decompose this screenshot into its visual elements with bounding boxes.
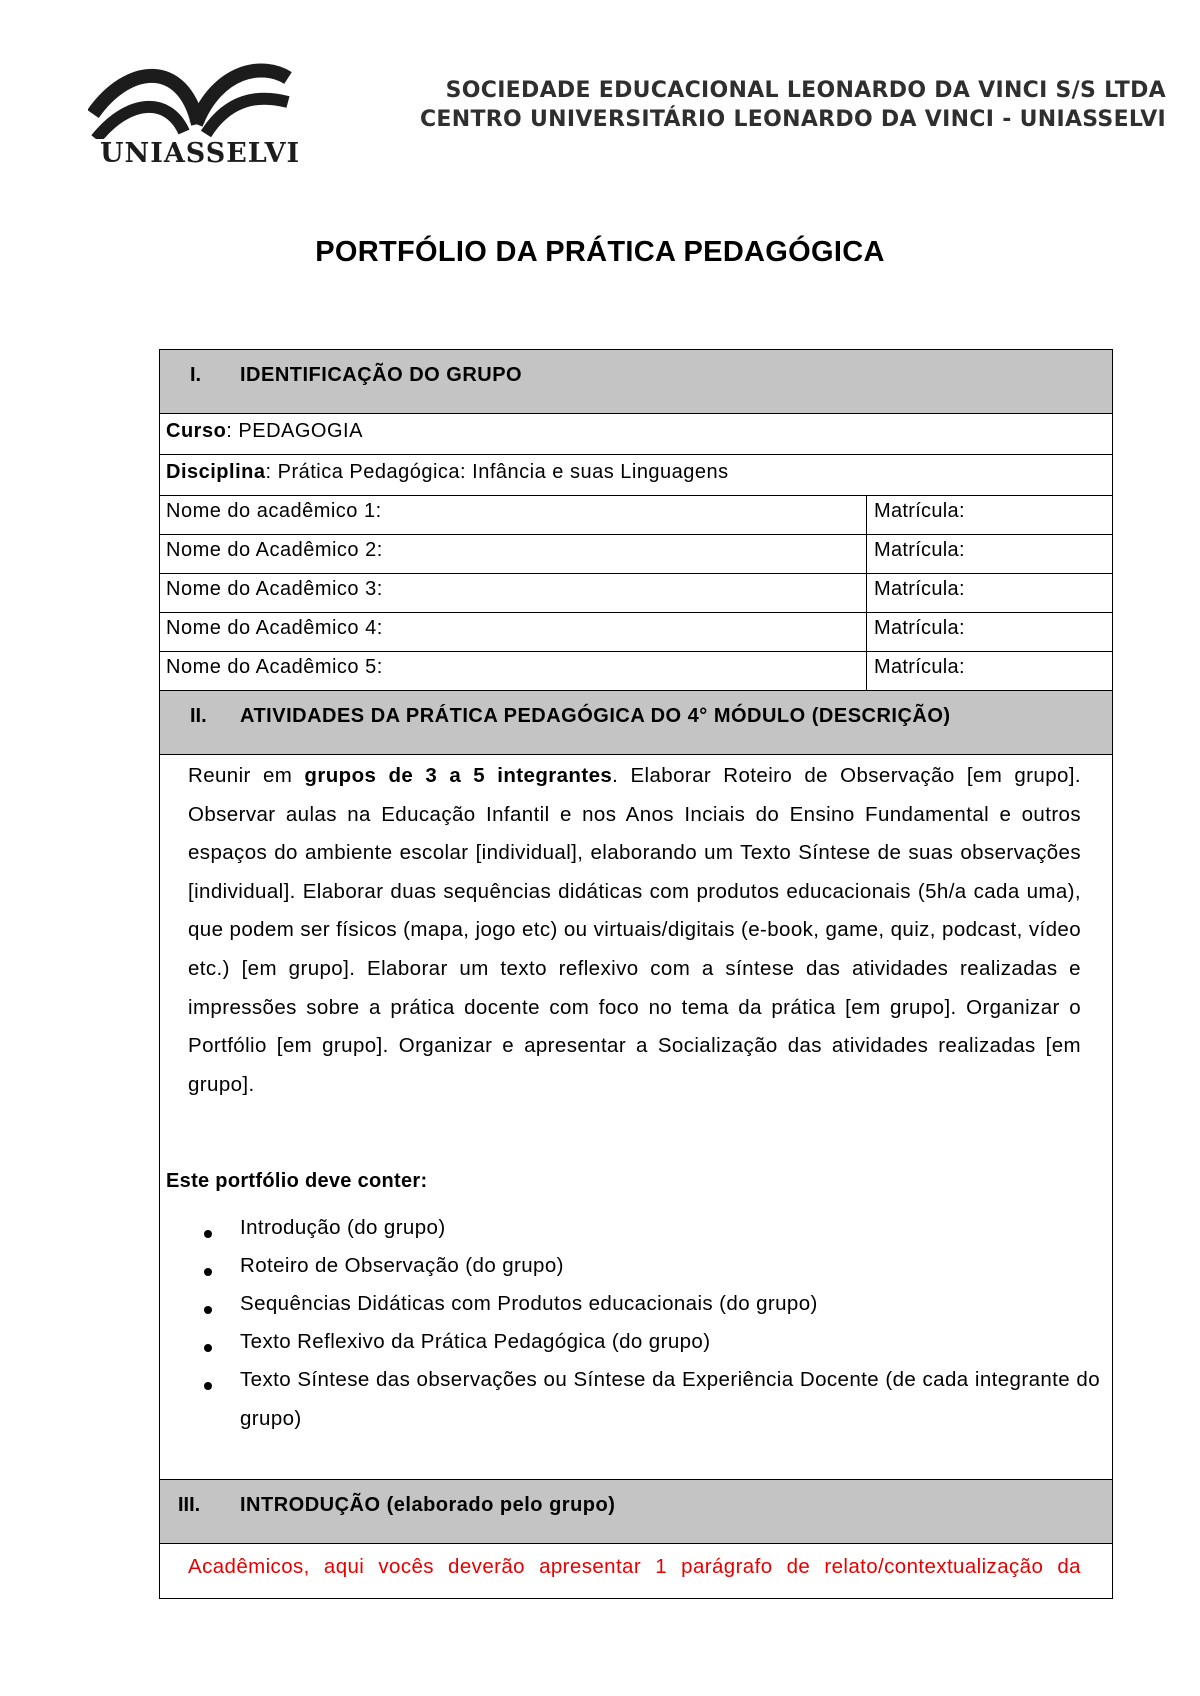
bullet-icon [204,1306,212,1314]
bullet-icon [204,1230,212,1238]
activities-description: Reunir em grupos de 3 a 5 integrantes. Elaborar Roteiro de Observação [em grupo]. Observar aulas na Educação Infantil e nos Anos Inciais do Ensino Fundamental e outros espaços do ambiente escolar [individual], elaborando um Texto Síntese de suas observações [individual]. Elaborar duas sequências didáticas com produtos educacionais (5h/a cada uma), que podem ser físicos (mapa, jogo etc) ou virtuais/digitais (e-book, game, quiz, podcast, vídeo etc.) [em grupo]. Elaborar um texto reflexivo com a síntese das atividades realizadas e impressões sobre a prática docente com foco no tema da prática [em grupo]. Organizar o Portfólio [em grupo]. Organizar e apresentar a Socialização das atividades realizadas [em grupo]. [188,764,1081,1096]
section-1-title: IDENTIFICAÇÃO DO GRUPO [240,364,523,386]
student-name-label: Nome do Acadêmico 2: [166,539,383,561]
list-item: Roteiro de Observação (do grupo) [240,1254,564,1277]
curso-value: : PEDAGOGIA [226,420,363,442]
document-title: PORTFÓLIO DA PRÁTICA PEDAGÓGICA [315,236,885,268]
student-name-label: Nome do Acadêmico 5: [166,656,383,678]
disciplina-row [160,454,1112,495]
institution-header [420,76,1166,134]
section-3-title: INTRODUÇÃO (elaborado pelo grupo) [240,1494,616,1516]
student-row [160,612,1112,651]
introduction-instructions: Acadêmicos, aqui vocês deverão apresentar 1 parágrafo de relato/contextualização da [188,1555,1081,1578]
must-contain-heading: Este portfólio deve conter: [166,1170,428,1192]
section-2-number: II. [190,705,207,727]
student-row [160,534,1112,573]
list-item: Texto Síntese das observações ou Síntese da Experiência Docente (de cada integrante do grupo) [240,1368,1100,1430]
section-3-number: III. [178,1494,201,1516]
section-3-body [160,1543,1112,1599]
matricula-label: Matrícula: [874,539,965,561]
list-item: Sequências Didáticas com Produtos educacionais (do grupo) [240,1292,818,1315]
matricula-label: Matrícula: [874,500,965,522]
table-bottom-border [159,1598,1113,1599]
student-row [160,651,1112,690]
section-1-header [160,349,1112,413]
bullet-icon [204,1344,212,1352]
matricula-label: Matrícula: [874,656,965,678]
student-name-label: Nome do acadêmico 1: [166,500,382,522]
matricula-label: Matrícula: [874,578,965,600]
curso-label: Curso [166,420,227,442]
bullet-icon [204,1268,212,1276]
logo-mark-icon [88,54,298,139]
disciplina-value: : Prática Pedagógica: Infância e suas Linguagens [265,461,729,483]
student-row [160,573,1112,612]
list-item: Texto Reflexivo da Prática Pedagógica (do grupo) [240,1330,711,1353]
curso-row [160,413,1112,454]
section-2-header [160,690,1112,754]
logo-text: UNIASSELVI [100,138,301,169]
portfolio-table [159,349,1113,1599]
student-row [160,495,1112,534]
student-name-label: Nome do Acadêmico 4: [166,617,383,639]
list-item: Introdução (do grupo) [240,1216,446,1239]
bullet-icon [204,1382,212,1390]
matricula-label: Matrícula: [874,617,965,639]
institution-line-1: SOCIEDADE EDUCACIONAL LEONARDO DA VINCI S/S LTDA [445,78,1166,103]
section-3-header [160,1479,1112,1543]
group-size-highlight: grupos de 3 a 5 integrantes [304,764,613,787]
section-1-number: I. [190,364,202,386]
section-2-body [160,754,1112,1479]
student-name-label: Nome do Acadêmico 3: [166,578,383,600]
institution-line-2: CENTRO UNIVERSITÁRIO LEONARDO DA VINCI - UNIASSELVI [419,107,1166,132]
uniasselvi-logo [88,54,301,184]
disciplina-label: Disciplina [166,461,266,483]
section-2-title: ATIVIDADES DA PRÁTICA PEDAGÓGICA DO 4° MÓDULO (DESCRIÇÃO) [240,705,951,727]
